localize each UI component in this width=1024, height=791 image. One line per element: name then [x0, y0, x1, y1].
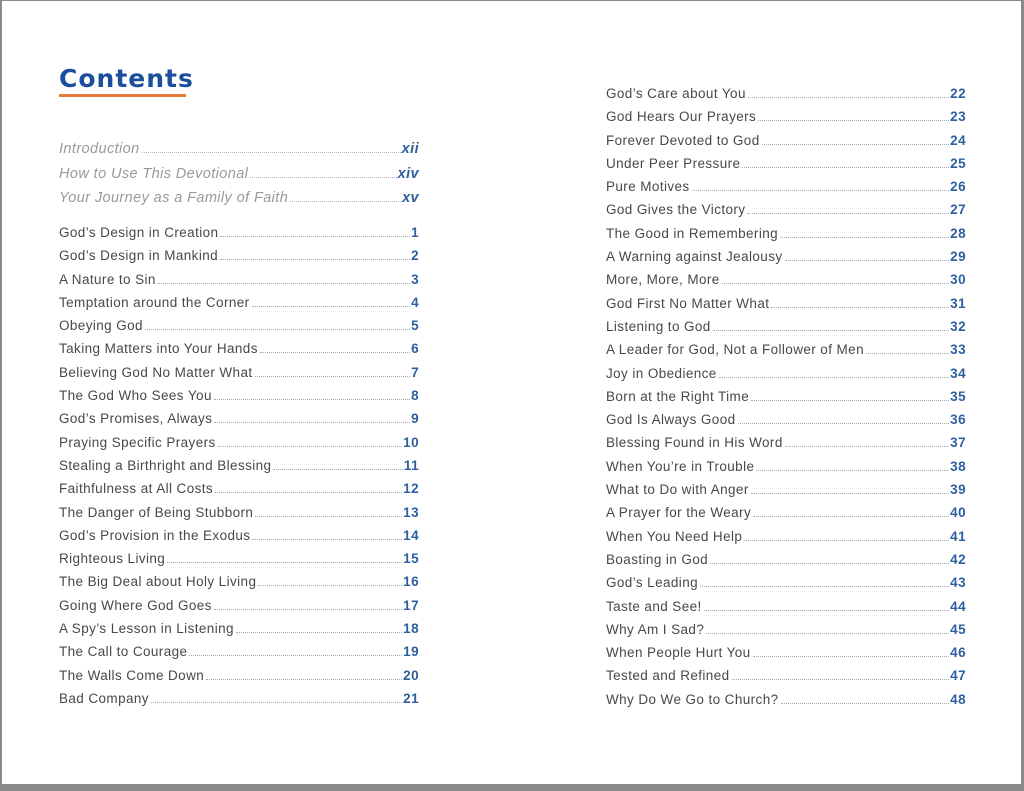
toc-entry-page: xii	[401, 141, 419, 157]
dot-leader	[713, 330, 949, 331]
toc-entry[interactable]	[59, 570, 419, 593]
dot-leader	[273, 469, 402, 470]
toc-entry-title: Praying Specific Prayers	[59, 434, 216, 450]
toc-entry-page: 34	[950, 365, 966, 381]
dot-leader	[220, 259, 410, 260]
toc-entry-page: 4	[411, 294, 419, 310]
toc-entry[interactable]	[59, 477, 419, 500]
toc-entry-page: xv	[402, 190, 419, 206]
dot-leader	[290, 201, 401, 202]
toc-entry[interactable]	[606, 408, 966, 431]
dot-leader	[742, 167, 949, 168]
toc-entry-title: God’s Promises, Always	[59, 411, 213, 427]
toc-entry[interactable]	[606, 664, 966, 687]
toc-entry[interactable]	[59, 687, 419, 710]
dot-leader	[250, 177, 396, 178]
toc-entry-title: Stealing a Birthright and Blessing	[59, 457, 272, 473]
toc-entry[interactable]	[59, 361, 419, 384]
toc-entry-title: Righteous Living	[59, 551, 166, 567]
toc-entry-page: 44	[950, 598, 966, 614]
dot-leader	[704, 610, 950, 611]
toc-entry-title: The Good in Remembering	[606, 225, 779, 241]
toc-entry[interactable]	[606, 641, 966, 664]
toc-entry-page: 39	[950, 482, 966, 498]
toc-entry[interactable]	[606, 548, 966, 571]
dot-leader	[236, 632, 402, 633]
toc-entry[interactable]	[59, 314, 419, 337]
toc-entry-title: Under Peer Pressure	[606, 155, 741, 171]
toc-entry-page: 48	[950, 691, 966, 707]
toc-entry-page: 2	[411, 248, 419, 264]
toc-entry-page: 38	[950, 458, 966, 474]
toc-entry-title: When You’re in Trouble	[606, 458, 755, 474]
title-underline	[59, 94, 186, 97]
toc-entry-page: 43	[950, 575, 966, 591]
toc-entry[interactable]	[606, 152, 966, 175]
toc-entry[interactable]	[59, 186, 419, 211]
dot-leader	[771, 307, 949, 308]
toc-entry[interactable]	[606, 501, 966, 524]
toc-entry[interactable]	[606, 525, 966, 548]
dot-leader	[252, 306, 411, 307]
dot-leader	[214, 399, 410, 400]
toc-entry-title: Why Do We Go to Church?	[606, 691, 779, 707]
toc-entry-page: 37	[950, 435, 966, 451]
toc-entry-page: 7	[411, 364, 419, 380]
dot-leader	[218, 446, 403, 447]
toc-entry-title: Forever Devoted to God	[606, 132, 760, 148]
toc-entry-page: 45	[950, 621, 966, 637]
toc-entry-title: Obeying God	[59, 318, 143, 334]
toc-entry-title: The Big Deal about Holy Living	[59, 574, 257, 590]
toc-entry-page: 18	[403, 621, 419, 637]
toc-entry[interactable]	[606, 431, 966, 454]
dot-leader	[220, 236, 410, 237]
toc-entry-title: Blessing Found in His Word	[606, 435, 783, 451]
toc-entry-page: 13	[403, 504, 419, 520]
toc-entry-title: God’s Provision in the Exodus	[59, 527, 251, 543]
toc-entry-title: The Walls Come Down	[59, 667, 205, 683]
toc-entry[interactable]	[59, 244, 419, 267]
dot-leader	[780, 237, 949, 238]
toc-entry-title: God Is Always Good	[606, 412, 736, 428]
dot-leader	[785, 446, 949, 447]
dot-leader	[258, 585, 402, 586]
toc-entry-page: 16	[403, 574, 419, 590]
toc-entry-title: Introduction	[59, 141, 140, 157]
toc-entry-title: Born at the Right Time	[606, 388, 750, 404]
toc-entry[interactable]	[606, 198, 966, 221]
toc-entry-title: Going Where God Goes	[59, 597, 212, 613]
page-title: Contents	[59, 64, 194, 93]
toc-entry-title: Taste and See!	[606, 598, 702, 614]
toc-entry-title: Boasting in God	[606, 551, 709, 567]
toc-entry[interactable]	[606, 595, 966, 618]
dot-leader	[758, 120, 949, 121]
toc-entry-title: What to Do with Anger	[606, 482, 749, 498]
toc-entry-page: 40	[950, 505, 966, 521]
toc-entry-page: 31	[950, 295, 966, 311]
book-page	[2, 1, 1021, 784]
toc-entry[interactable]	[59, 221, 419, 244]
dot-leader	[206, 679, 402, 680]
dot-leader	[756, 470, 949, 471]
dot-leader	[762, 144, 950, 145]
dot-leader	[738, 423, 950, 424]
dot-leader	[753, 516, 949, 517]
dot-leader	[747, 213, 949, 214]
toc-entry-page: 46	[950, 645, 966, 661]
dot-leader	[214, 609, 402, 610]
toc-entry-title: God’s Design in Mankind	[59, 248, 219, 264]
dot-leader	[719, 377, 949, 378]
toc-entry[interactable]	[59, 547, 419, 570]
toc-entry-title: God’s Care about You	[606, 86, 746, 101]
toc-column-right	[606, 82, 966, 711]
toc-entry-title: A Leader for God, Not a Follower of Men	[606, 342, 864, 358]
dot-leader	[700, 586, 949, 587]
toc-entry-page: 30	[950, 272, 966, 288]
toc-entry-title: Faithfulness at All Costs	[59, 481, 214, 497]
toc-entry-page: 8	[411, 388, 419, 404]
toc-entry-page: 11	[403, 457, 419, 473]
toc-entry[interactable]	[59, 640, 419, 663]
toc-entry[interactable]	[606, 315, 966, 338]
toc-entry-title: Temptation around the Corner	[59, 294, 250, 310]
toc-entry-page: 3	[411, 271, 419, 287]
toc-entry[interactable]	[606, 268, 966, 291]
toc-entry-title: More, More, More	[606, 272, 720, 288]
toc-entry-page: 24	[950, 132, 966, 148]
toc-entry-page: 27	[950, 202, 966, 218]
dot-leader	[732, 679, 950, 680]
toc-entry[interactable]	[59, 594, 419, 617]
toc-entry[interactable]	[606, 292, 966, 315]
toc-entry-page: 41	[950, 528, 966, 544]
toc-entry[interactable]	[606, 618, 966, 641]
toc-entry-title: Pure Motives	[606, 179, 690, 195]
toc-entry[interactable]	[59, 431, 419, 454]
dot-leader	[151, 702, 402, 703]
toc-entry-title: Listening to God	[606, 318, 711, 334]
toc-entry-page: 26	[950, 179, 966, 195]
dot-leader	[145, 329, 410, 330]
toc-entry[interactable]	[606, 688, 966, 711]
toc-entry-page: xiv	[397, 165, 419, 182]
toc-entry-page: 6	[411, 341, 419, 357]
toc-entry[interactable]	[59, 137, 419, 162]
toc-entry-page: 35	[950, 388, 966, 404]
dot-leader	[252, 539, 402, 540]
toc-entry[interactable]	[59, 162, 419, 187]
toc-entry-page: 25	[950, 155, 966, 171]
dot-leader	[866, 353, 949, 354]
dot-leader	[748, 97, 949, 98]
toc-entry-title: When You Need Help	[606, 528, 743, 544]
toc-column-left	[59, 221, 419, 710]
dot-leader	[189, 655, 402, 656]
toc-entry[interactable]	[59, 501, 419, 524]
toc-entry[interactable]	[606, 338, 966, 361]
toc-entry[interactable]	[606, 245, 966, 268]
toc-entry-page: 19	[403, 644, 419, 660]
toc-entry-page: 33	[950, 342, 966, 358]
toc-entry[interactable]	[606, 222, 966, 245]
dot-leader	[158, 283, 410, 284]
dot-leader	[214, 422, 410, 423]
dot-leader	[215, 492, 402, 493]
toc-entry-title: The Danger of Being Stubborn	[59, 504, 254, 520]
toc-entry-title: Your Journey as a Family of Faith	[59, 190, 289, 206]
toc-entry-page: 1	[411, 225, 419, 240]
toc-entry-title: God Gives the Victory	[606, 202, 746, 218]
toc-entry-title: Believing God No Matter What	[59, 364, 253, 380]
toc-entry-title: God’s Design in Creation	[59, 225, 219, 240]
toc-entry-page: 28	[950, 225, 966, 241]
dot-leader	[781, 703, 950, 704]
dot-leader	[785, 260, 950, 261]
dot-leader	[167, 562, 402, 563]
dot-leader	[142, 152, 401, 153]
toc-entry[interactable]	[606, 129, 966, 152]
toc-entry[interactable]	[59, 664, 419, 687]
toc-entry[interactable]	[606, 105, 966, 128]
toc-entry-title: A Nature to Sin	[59, 271, 156, 287]
dot-leader	[751, 400, 949, 401]
toc-entry-page: 14	[403, 527, 419, 543]
toc-entry-title: God Hears Our Prayers	[606, 109, 757, 125]
toc-entry[interactable]	[59, 524, 419, 547]
toc-entry[interactable]	[606, 385, 966, 408]
toc-entry-title: The Call to Courage	[59, 644, 188, 660]
toc-entry-title: Tested and Refined	[606, 668, 730, 684]
toc-entry-page: 32	[950, 318, 966, 334]
toc-entry-page: 17	[403, 597, 419, 613]
toc-entry[interactable]	[606, 571, 966, 594]
toc-entry-title: God’s Leading	[606, 575, 699, 591]
toc-entry-page: 42	[950, 551, 966, 567]
toc-entry-page: 15	[403, 551, 419, 567]
toc-entry-title: A Prayer for the Weary	[606, 505, 752, 521]
dot-leader	[722, 283, 949, 284]
toc-entry-page: 9	[411, 411, 419, 427]
toc-entry-page: 21	[403, 690, 419, 706]
front-matter-list	[59, 137, 419, 211]
dot-leader	[692, 190, 950, 191]
toc-entry-page: 29	[950, 249, 966, 265]
toc-entry-page: 20	[403, 667, 419, 683]
toc-entry[interactable]	[606, 455, 966, 478]
dot-leader	[751, 493, 949, 494]
toc-entry-title: A Warning against Jealousy	[606, 249, 783, 265]
dot-leader	[753, 656, 950, 657]
toc-entry-title: God First No Matter What	[606, 295, 770, 311]
toc-entry[interactable]	[59, 291, 419, 314]
toc-entry-page: 22	[950, 86, 966, 101]
dot-leader	[255, 516, 402, 517]
dot-leader	[260, 352, 410, 353]
toc-entry[interactable]	[59, 407, 419, 430]
toc-entry-title: Why Am I Sad?	[606, 621, 705, 637]
toc-entry-title: The God Who Sees You	[59, 388, 212, 404]
toc-entry-title: A Spy’s Lesson in Listening	[59, 621, 234, 637]
toc-entry-page: 23	[950, 109, 966, 125]
toc-entry-title: How to Use This Devotional	[59, 165, 249, 182]
dot-leader	[255, 376, 411, 377]
toc-entry-page: 5	[411, 318, 419, 334]
toc-entry[interactable]	[606, 362, 966, 385]
toc-entry-title: Joy in Obedience	[606, 365, 717, 381]
toc-entry-page: 47	[950, 668, 966, 684]
toc-entry-page: 36	[950, 412, 966, 428]
toc-entry-page: 12	[403, 481, 419, 497]
toc-entry[interactable]	[606, 478, 966, 501]
dot-leader	[706, 633, 949, 634]
toc-entry[interactable]	[59, 268, 419, 291]
dot-leader	[710, 563, 949, 564]
toc-entry[interactable]	[606, 175, 966, 198]
toc-entry[interactable]	[59, 454, 419, 477]
dot-leader	[744, 540, 949, 541]
toc-entry-title: When People Hurt You	[606, 645, 751, 661]
toc-entry-title: Bad Company	[59, 690, 149, 706]
toc-entry-title: Taking Matters into Your Hands	[59, 341, 258, 357]
toc-entry[interactable]	[606, 82, 966, 105]
toc-entry[interactable]	[59, 384, 419, 407]
toc-entry-page: 10	[403, 434, 419, 450]
toc-entry[interactable]	[59, 617, 419, 640]
toc-entry[interactable]	[59, 337, 419, 360]
